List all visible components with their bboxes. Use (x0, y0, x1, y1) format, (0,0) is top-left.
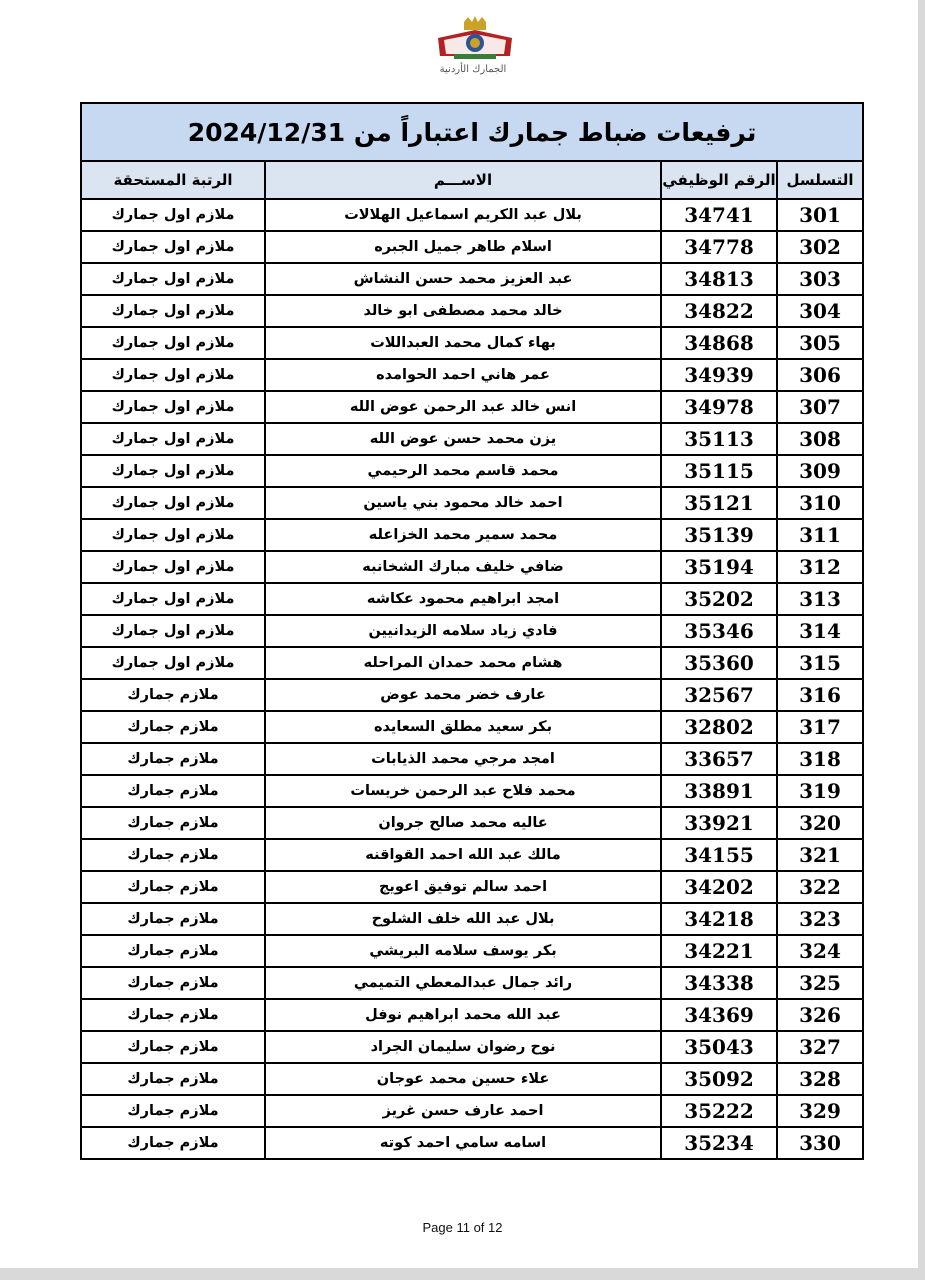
employee-no-cell: 35115 (661, 455, 777, 487)
rank-cell: ملازم اول جمارك (81, 455, 265, 487)
table-row (81, 871, 863, 903)
name-cell: محمد سمير محمد الخزاعله (265, 519, 661, 551)
rank-cell: ملازم جمارك (81, 743, 265, 775)
name-cell: عاليه محمد صالح جروان (265, 807, 661, 839)
table-row (81, 999, 863, 1031)
rank-cell: ملازم جمارك (81, 1031, 265, 1063)
table-row (81, 263, 863, 295)
employee-no-cell: 35360 (661, 647, 777, 679)
name-cell: بهاء كمال محمد العبداللات (265, 327, 661, 359)
name-cell: علاء حسين محمد عوجان (265, 1063, 661, 1095)
serial-cell: 307 (777, 391, 863, 423)
table-row (81, 615, 863, 647)
employee-no-cell: 35113 (661, 423, 777, 455)
employee-no-cell: 34778 (661, 231, 777, 263)
employee-no-cell: 34813 (661, 263, 777, 295)
rank-cell: ملازم اول جمارك (81, 551, 265, 583)
employee-no-cell: 35043 (661, 1031, 777, 1063)
table-row (81, 583, 863, 615)
name-cell: امجد مرجي محمد الذيابات (265, 743, 661, 775)
serial-cell: 326 (777, 999, 863, 1031)
rank-cell: ملازم اول جمارك (81, 647, 265, 679)
table-body (81, 199, 863, 1159)
rank-cell: ملازم اول جمارك (81, 263, 265, 295)
employee-no-cell: 35121 (661, 487, 777, 519)
serial-cell: 330 (777, 1127, 863, 1159)
serial-cell: 317 (777, 711, 863, 743)
name-cell: بكر سعيد مطلق السعايده (265, 711, 661, 743)
column-header-employee-no: الرقم الوظيفي (661, 161, 777, 199)
serial-cell: 320 (777, 807, 863, 839)
rank-cell: ملازم اول جمارك (81, 519, 265, 551)
name-cell: بلال عبد الله خلف الشلوح (265, 903, 661, 935)
table-row (81, 807, 863, 839)
name-cell: محمد فلاح عبد الرحمن خريسات (265, 775, 661, 807)
table-row (81, 391, 863, 423)
name-cell: مالك عبد الله احمد القواقنه (265, 839, 661, 871)
serial-cell: 302 (777, 231, 863, 263)
table-row (81, 967, 863, 999)
employee-no-cell: 35092 (661, 1063, 777, 1095)
table-row (81, 935, 863, 967)
rank-cell: ملازم جمارك (81, 711, 265, 743)
table-row (81, 487, 863, 519)
name-cell: بكر يوسف سلامه البريشي (265, 935, 661, 967)
table-row (81, 1127, 863, 1159)
rank-cell: ملازم اول جمارك (81, 231, 265, 263)
name-cell: امجد ابراهيم محمود عكاشه (265, 583, 661, 615)
employee-no-cell: 33891 (661, 775, 777, 807)
table-row (81, 295, 863, 327)
serial-cell: 322 (777, 871, 863, 903)
rank-cell: ملازم جمارك (81, 871, 265, 903)
name-cell: بلال عبد الكريم اسماعيل الهلالات (265, 199, 661, 231)
employee-no-cell: 35194 (661, 551, 777, 583)
employee-no-cell: 34338 (661, 967, 777, 999)
name-cell: خالد محمد مصطفى ابو خالد (265, 295, 661, 327)
table-row (81, 455, 863, 487)
serial-cell: 319 (777, 775, 863, 807)
serial-cell: 318 (777, 743, 863, 775)
rank-cell: ملازم جمارك (81, 935, 265, 967)
table-row (81, 743, 863, 775)
rank-cell: ملازم اول جمارك (81, 615, 265, 647)
table-title: ترفيعات ضباط جمارك اعتباراً من 2024/12/31 (81, 103, 863, 161)
name-cell: احمد سالم توفيق اعويج (265, 871, 661, 903)
employee-no-cell: 34218 (661, 903, 777, 935)
name-cell: ضافي خليف مبارك الشخانبه (265, 551, 661, 583)
serial-cell: 325 (777, 967, 863, 999)
column-header-rank: الرتبة المستحقة (81, 161, 265, 199)
table-row (81, 903, 863, 935)
employee-no-cell: 34202 (661, 871, 777, 903)
table-row (81, 1031, 863, 1063)
name-cell: احمد خالد محمود بني ياسين (265, 487, 661, 519)
table-row (81, 679, 863, 711)
table-row (81, 423, 863, 455)
name-cell: اسامه سامي احمد كوته (265, 1127, 661, 1159)
rank-cell: ملازم جمارك (81, 679, 265, 711)
serial-cell: 305 (777, 327, 863, 359)
table-row (81, 327, 863, 359)
serial-cell: 310 (777, 487, 863, 519)
table-row (81, 775, 863, 807)
table-row (81, 231, 863, 263)
rank-cell: ملازم اول جمارك (81, 423, 265, 455)
employee-no-cell: 34868 (661, 327, 777, 359)
column-header-name: الاســـم (265, 161, 661, 199)
column-header-serial: التسلسل (777, 161, 863, 199)
serial-cell: 315 (777, 647, 863, 679)
name-cell: عبد الله محمد ابراهيم نوفل (265, 999, 661, 1031)
employee-no-cell: 35346 (661, 615, 777, 647)
employee-no-cell: 33657 (661, 743, 777, 775)
name-cell: نوح رضوان سليمان الجراد (265, 1031, 661, 1063)
rank-cell: ملازم اول جمارك (81, 391, 265, 423)
serial-cell: 312 (777, 551, 863, 583)
serial-cell: 313 (777, 583, 863, 615)
name-cell: عمر هاني احمد الحوامده (265, 359, 661, 391)
employee-no-cell: 32802 (661, 711, 777, 743)
page-number: Page 11 of 12 (422, 1220, 503, 1235)
employee-no-cell: 35222 (661, 1095, 777, 1127)
serial-cell: 323 (777, 903, 863, 935)
employee-no-cell: 35202 (661, 583, 777, 615)
serial-cell: 321 (777, 839, 863, 871)
table-row (81, 1063, 863, 1095)
emblem-caption: الجمارك الأردنية (439, 64, 507, 75)
rank-cell: ملازم جمارك (81, 967, 265, 999)
rank-cell: ملازم جمارك (81, 807, 265, 839)
table-row (81, 1095, 863, 1127)
rank-cell: ملازم جمارك (81, 1063, 265, 1095)
name-cell: انس خالد عبد الرحمن عوض الله (265, 391, 661, 423)
name-cell: عارف خضر محمد عوض (265, 679, 661, 711)
table-row (81, 359, 863, 391)
coat-of-arms-icon (434, 16, 516, 62)
serial-cell: 324 (777, 935, 863, 967)
rank-cell: ملازم جمارك (81, 775, 265, 807)
employee-no-cell: 34369 (661, 999, 777, 1031)
employee-no-cell: 32567 (661, 679, 777, 711)
serial-cell: 309 (777, 455, 863, 487)
name-cell: فادي زياد سلامه الزيدانيين (265, 615, 661, 647)
promotions-table (80, 102, 864, 1160)
employee-no-cell: 34978 (661, 391, 777, 423)
table-row (81, 839, 863, 871)
name-cell: اسلام طاهر جميل الجبره (265, 231, 661, 263)
table-row (81, 519, 863, 551)
name-cell: محمد قاسم محمد الرحيمي (265, 455, 661, 487)
employee-no-cell: 34741 (661, 199, 777, 231)
rank-cell: ملازم جمارك (81, 999, 265, 1031)
serial-cell: 311 (777, 519, 863, 551)
rank-cell: ملازم جمارك (81, 1095, 265, 1127)
employee-no-cell: 33921 (661, 807, 777, 839)
serial-cell: 314 (777, 615, 863, 647)
table-header-row (81, 161, 863, 199)
rank-cell: ملازم جمارك (81, 1127, 265, 1159)
name-cell: هشام محمد حمدان المراحله (265, 647, 661, 679)
rank-cell: ملازم اول جمارك (81, 359, 265, 391)
serial-cell: 304 (777, 295, 863, 327)
table-title-row (81, 103, 863, 161)
serial-cell: 327 (777, 1031, 863, 1063)
serial-cell: 301 (777, 199, 863, 231)
serial-cell: 316 (777, 679, 863, 711)
employee-no-cell: 35139 (661, 519, 777, 551)
serial-cell: 306 (777, 359, 863, 391)
name-cell: رائد جمال عبدالمعطي التميمي (265, 967, 661, 999)
rank-cell: ملازم اول جمارك (81, 487, 265, 519)
employee-no-cell: 34822 (661, 295, 777, 327)
employee-no-cell: 35234 (661, 1127, 777, 1159)
table-row (81, 199, 863, 231)
name-cell: احمد عارف حسن غريز (265, 1095, 661, 1127)
employee-no-cell: 34155 (661, 839, 777, 871)
serial-cell: 308 (777, 423, 863, 455)
name-cell: عبد العزيز محمد حسن النشاش (265, 263, 661, 295)
table-row (81, 647, 863, 679)
rank-cell: ملازم اول جمارك (81, 295, 265, 327)
table-row (81, 711, 863, 743)
rank-cell: ملازم اول جمارك (81, 327, 265, 359)
name-cell: يزن محمد حسن عوض الله (265, 423, 661, 455)
table-row (81, 551, 863, 583)
rank-cell: ملازم اول جمارك (81, 583, 265, 615)
employee-no-cell: 34939 (661, 359, 777, 391)
rank-cell: ملازم جمارك (81, 903, 265, 935)
serial-cell: 328 (777, 1063, 863, 1095)
serial-cell: 303 (777, 263, 863, 295)
rank-cell: ملازم اول جمارك (81, 199, 265, 231)
rank-cell: ملازم جمارك (81, 839, 265, 871)
employee-no-cell: 34221 (661, 935, 777, 967)
serial-cell: 329 (777, 1095, 863, 1127)
